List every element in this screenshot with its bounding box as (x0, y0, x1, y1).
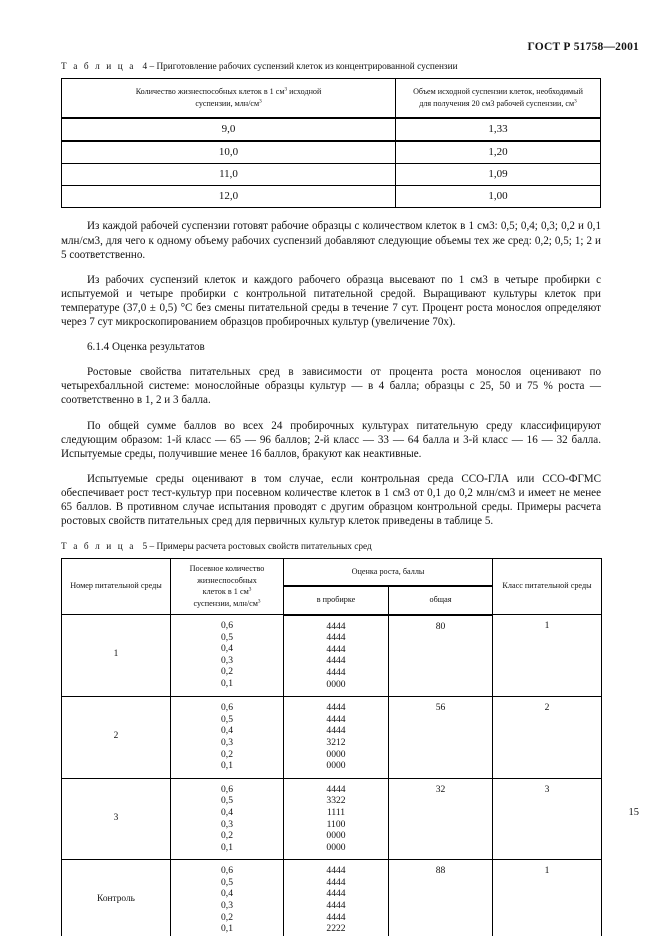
table4-cell: 9,0 (62, 118, 396, 141)
seed-value: 0,3 (221, 818, 233, 830)
page-content (61, 62, 601, 936)
table5-total-score: 56 (389, 697, 493, 779)
table5-tube-scores (284, 860, 389, 936)
seed-value: 0,3 (221, 900, 233, 912)
table5-class-value: 1 (493, 860, 602, 936)
table5-caption-word: Т а б л и ц а (61, 542, 136, 553)
table5-class-value: 1 (493, 615, 602, 697)
table-row (62, 778, 602, 860)
t4h2-part2: для получения 20 см3 рабочей суспензии, см (419, 98, 575, 108)
tube-score: 4444 (326, 725, 346, 737)
table5-header-growth-group: Оценка роста, баллы (284, 559, 493, 587)
paragraph-5: По общей сумме баллов во всех 24 пробирочных культурах питательную среду классифицируют следующим образом: 1-й класс — 65 — 96 баллов; 2-й класс — 33 — 64 балла и 3-й класс — 16 — 32 балла. Испытуемые среды, получившие менее 16 баллов, бракуют как неактивные. (61, 419, 601, 460)
tube-score: 4444 (326, 783, 346, 795)
t5h2-l4: суспензии, млн/см (193, 598, 258, 608)
seed-value: 0,1 (221, 760, 233, 772)
table5-header-class: Класс питательной среды (493, 559, 602, 615)
table5-header-total: общая (389, 586, 493, 614)
seed-value: 0,2 (221, 830, 233, 842)
table5-total-score: 80 (389, 615, 493, 697)
tube-score: 4444 (326, 643, 346, 655)
seed-value: 0,6 (221, 865, 233, 877)
table-4 (61, 78, 601, 208)
tube-score: 4444 (326, 713, 346, 725)
table5-block (61, 542, 601, 936)
table5-medium-name: 2 (62, 697, 171, 779)
tube-score: 4444 (326, 911, 346, 923)
tube-score: 4444 (326, 666, 346, 678)
table5-seed-values (171, 860, 284, 936)
table-row (62, 615, 602, 697)
seed-value: 0,2 (221, 911, 233, 923)
paragraph-1: Из каждой рабочей суспензии готовят рабочие образцы с количеством клеток в 1 см3: 0,5; 0,4; 0,3; 0,2 и 0,1 млн/см3, для чего к одному объему рабочих суспензий добавляют следующие объемы тех же сред: 0,2; 0,5; 1; 2 и 5 соответственно. (61, 220, 601, 261)
table4-cell: 11,0 (62, 164, 396, 186)
table5-seed-values (171, 615, 284, 697)
table5-header-row-1 (62, 559, 602, 587)
table4-header-row (62, 79, 601, 119)
table5-class-value: 3 (493, 778, 602, 860)
table5-header-medium-number: Номер питательной среды (62, 559, 171, 615)
table5-medium-name: 1 (62, 615, 171, 697)
t4h1-sup1: 3 (284, 86, 288, 93)
table5-caption-number: 5 – Примеры расчета ростовых свойств питательных сред (142, 542, 372, 553)
paragraph-2: Из рабочих суспензий клеток и каждого рабочего образца высевают по 1 см3 в четыре пробирки с испытуемой и четыре пробирки с контрольной питательной средой. Выращивают культуры клеток при температуре (37,0 ± 0,5) °С без смены питательной среды в течение 7 сут. Процент роста монослоя определяют через 7 сут микроскопированием образцов пробирочных культур (увеличение 70х). (61, 273, 601, 329)
table-5 (61, 558, 602, 936)
table5-header-seed-amount (171, 559, 284, 615)
table5-head (62, 559, 602, 615)
t4h1-sup2: 3 (259, 98, 262, 105)
tube-score: 4444 (326, 702, 346, 714)
seed-value: 0,5 (221, 713, 233, 725)
table5-tube-scores (284, 778, 389, 860)
seed-value: 0,2 (221, 666, 233, 678)
table5-medium-name: 3 (62, 778, 171, 860)
t5h2-sup3: 3 (248, 586, 252, 593)
seed-value: 0,5 (221, 631, 233, 643)
table5-total-score: 88 (389, 860, 493, 936)
seed-value: 0,4 (221, 725, 233, 737)
table-row (62, 697, 602, 779)
table5-tube-scores (284, 697, 389, 779)
table4-caption-word: Т а б л и ц а (61, 62, 136, 72)
seed-value: 0,4 (221, 806, 233, 818)
seed-value: 0,6 (221, 702, 233, 714)
seed-value: 0,6 (221, 620, 233, 632)
tube-score: 0000 (326, 830, 346, 842)
paragraph-4: Ростовые свойства питательных сред в зависимости от процента роста монослоя оценивают по четырехбалльной системе: монослойные образцы культур — в 4 балла; образцы с 25, 50 и 75 % роста — соответственно в 1, 2 и 3 балла. (61, 366, 601, 407)
seed-value: 0,3 (221, 736, 233, 748)
page-number: 15 (628, 807, 639, 818)
tube-score: 0000 (326, 678, 346, 690)
table4-cell: 12,0 (62, 186, 396, 208)
table5-header-in-tube: в пробирке (284, 586, 389, 614)
tube-score: 4444 (326, 900, 346, 912)
t4h1-part2: суспензии, млн/см (195, 98, 260, 108)
seed-value: 0,4 (221, 643, 233, 655)
seed-value: 0,5 (221, 876, 233, 888)
table4-cell: 1,33 (396, 118, 601, 141)
tube-score: 4444 (326, 632, 346, 644)
tube-score: 4444 (326, 876, 346, 888)
tube-score: 1100 (326, 818, 346, 830)
table-row (62, 164, 601, 186)
tube-score: 4444 (326, 620, 346, 632)
seed-value: 0,1 (221, 923, 233, 935)
seed-value: 0,4 (221, 888, 233, 900)
t5h2-l3: клеток в 1 см (202, 587, 249, 597)
tube-score: 0000 (326, 841, 346, 853)
t5h2-l2: жизнеспособных (197, 575, 257, 585)
table-row (62, 860, 602, 936)
table4-cell: 1,09 (396, 164, 601, 186)
paragraph-6: Испытуемые среды оценивают в том случае, если контрольная среда ССО-ГЛА или ССО-ФГМС обеспечивает рост тест-культур при посевном количестве клеток в 1 см3 от 0,1 до 0,2 млн/см3 и имеет не менее 65 баллов. В противном случае испытания проводят с другим образцом контрольной среды. Примеры расчета ростовых свойств питательных сред для первичных культур клеток приведены в таблице 5. (61, 472, 601, 528)
table4-cell: 1,20 (396, 141, 601, 164)
seed-value: 0,6 (221, 783, 233, 795)
tube-score: 4444 (326, 655, 346, 667)
seed-value: 0,2 (221, 748, 233, 760)
table-row (62, 141, 601, 164)
table5-body (62, 615, 602, 936)
table5-class-value: 2 (493, 697, 602, 779)
tube-score: 1111 (326, 806, 346, 818)
seed-value: 0,5 (221, 795, 233, 807)
tube-score: 0000 (326, 760, 346, 772)
tube-score: 0000 (326, 748, 346, 760)
table5-tube-scores (284, 615, 389, 697)
table5-caption (61, 542, 601, 552)
t4h2-sup2: 3 (574, 98, 577, 105)
t5h2-l1: Посевное количество (189, 564, 265, 574)
section-heading-6-1-4: 6.1.4 Оценка результатов (87, 341, 205, 354)
t4h2-part1: Объем исходной суспензии клеток, необходимый (413, 87, 583, 96)
table-row (62, 118, 601, 141)
tube-score: 3212 (326, 736, 346, 748)
table4-cell: 10,0 (62, 141, 396, 164)
seed-value: 0,3 (221, 654, 233, 666)
table5-total-score: 32 (389, 778, 493, 860)
seed-value: 0,1 (221, 841, 233, 853)
t4h1-part1: Количество жизнеспособных клеток в 1 см (135, 87, 285, 96)
t4h1-part1b: исходной (287, 87, 322, 96)
table5-seed-values (171, 778, 284, 860)
standard-header: ГОСТ Р 51758—2001 (527, 41, 639, 53)
tube-score: 4444 (326, 888, 346, 900)
table5-seed-values (171, 697, 284, 779)
table-row (62, 186, 601, 208)
table5-medium-name: Контроль (62, 860, 171, 936)
table4-caption (61, 62, 601, 72)
t5h2-sup4: 3 (257, 597, 261, 604)
tube-score: 3322 (326, 795, 346, 807)
table4-body (62, 118, 601, 208)
tube-score: 2222 (326, 923, 346, 935)
table4-caption-number: 4 – Приготовление рабочих суспензий клеток из концентрированной суспензии (142, 62, 458, 72)
table4-header-cell-2 (396, 79, 601, 119)
tube-score: 4444 (326, 865, 346, 877)
table4-cell: 1,00 (396, 186, 601, 208)
seed-value: 0,1 (221, 678, 233, 690)
table4-header-cell-1 (62, 79, 396, 119)
